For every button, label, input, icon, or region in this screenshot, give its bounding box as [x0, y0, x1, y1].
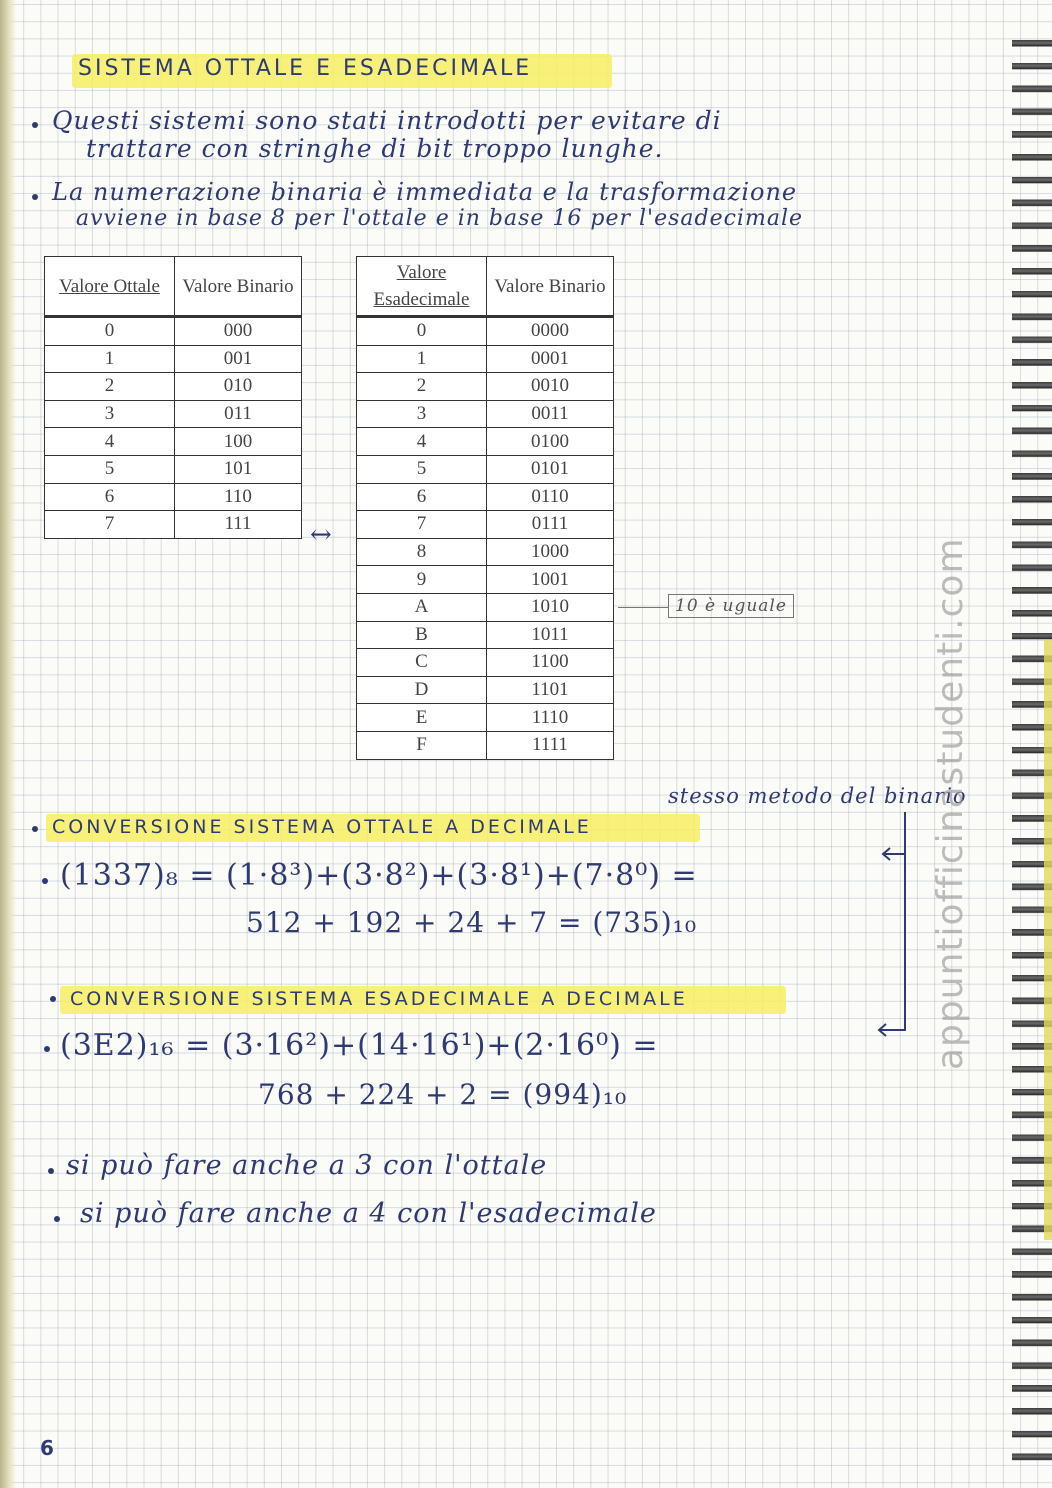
octal-row — [45, 345, 302, 373]
hex-value-cell: D — [357, 676, 487, 704]
bullet-dot — [44, 1046, 50, 1052]
hex-row — [357, 373, 614, 401]
octal-row — [45, 373, 302, 401]
octal-value-cell: 7 — [45, 511, 175, 539]
hex-binary-cell: 1011 — [487, 621, 614, 649]
bracket-arrow-icon — [870, 808, 920, 1038]
note-1: si può fare anche a 3 con l'ottale — [66, 1150, 548, 1181]
hex-binary-cell: 0011 — [487, 400, 614, 428]
hex-binary-cell: 0111 — [487, 511, 614, 539]
hex-row — [357, 731, 614, 759]
octal-row — [45, 400, 302, 428]
hex-binary-cell: 0110 — [487, 483, 614, 511]
octal-value-cell: 3 — [45, 400, 175, 428]
octal-row — [45, 455, 302, 483]
hex-value-cell: B — [357, 621, 487, 649]
hex-row — [357, 317, 614, 346]
hex-value-cell: 6 — [357, 483, 487, 511]
octal-row — [45, 483, 302, 511]
hex-binary-cell: 0000 — [487, 317, 614, 346]
hex-binary-cell: 1111 — [487, 731, 614, 759]
octal-row — [45, 317, 302, 346]
section2-heading: CONVERSIONE SISTEMA ESADECIMALE A DECIMALE — [70, 988, 688, 1010]
hex-value-cell: 9 — [357, 566, 487, 594]
octal-binary-cell: 110 — [175, 483, 302, 511]
hex-row — [357, 704, 614, 732]
hex-row — [357, 566, 614, 594]
bullet-dot — [50, 996, 56, 1002]
octal-binary-cell: 101 — [175, 455, 302, 483]
octal-table-header-row — [45, 257, 302, 317]
double-arrow-icon: ↔ — [310, 520, 333, 550]
intro-line-4: avviene in base 8 per l'ottale e in base 16 per l'esadecimale — [76, 206, 804, 231]
hex-row — [357, 538, 614, 566]
hex-binary-cell: 0001 — [487, 345, 614, 373]
hex-binary-cell: 0010 — [487, 373, 614, 401]
hex-value-cell: E — [357, 704, 487, 732]
hex-row — [357, 428, 614, 456]
octal-row — [45, 428, 302, 456]
hex-binary-cell: 1100 — [487, 649, 614, 677]
hex-value-cell: F — [357, 731, 487, 759]
section1-heading: CONVERSIONE SISTEMA OTTALE A DECIMALE — [52, 816, 592, 838]
page-title: SISTEMA OTTALE E ESADECIMALE — [78, 56, 533, 81]
bullet-dot — [32, 122, 38, 128]
hex-value-cell: 7 — [357, 511, 487, 539]
hex-binary-cell: 1000 — [487, 538, 614, 566]
hex-value-cell: C — [357, 649, 487, 677]
hex-binary-cell: 1010 — [487, 593, 614, 621]
section2-equation-1: (3E2)₁₆ = (3·16²)+(14·16¹)+(2·16⁰) = — [60, 1028, 659, 1063]
hex-row — [357, 483, 614, 511]
octal-value-cell: 1 — [45, 345, 175, 373]
octal-table — [44, 256, 302, 539]
hex-row — [357, 621, 614, 649]
octal-binary-cell: 000 — [175, 317, 302, 346]
side-note: 10 è uguale — [668, 594, 794, 618]
hex-row — [357, 676, 614, 704]
bullet-dot — [32, 194, 38, 200]
section1-equation-2: 512 + 192 + 24 + 7 = (735)₁₀ — [246, 906, 698, 939]
bullet-dot — [42, 878, 48, 884]
hex-value-cell: 1 — [357, 345, 487, 373]
octal-value-cell: 6 — [45, 483, 175, 511]
octal-binary-cell: 100 — [175, 428, 302, 456]
hex-header-value — [357, 257, 487, 317]
hex-value-cell: 2 — [357, 373, 487, 401]
hex-value-cell: A — [357, 593, 487, 621]
intro-line-1: Questi sistemi sono stati introdotti per evitare di — [52, 106, 722, 135]
hex-value-cell: 5 — [357, 455, 487, 483]
hex-row — [357, 455, 614, 483]
bullet-dot — [32, 826, 38, 832]
hex-binary-cell: 1101 — [487, 676, 614, 704]
octal-header-value — [45, 257, 175, 317]
method-note: stesso metodo del binario — [668, 784, 967, 808]
hex-row — [357, 593, 614, 621]
octal-value-cell: 2 — [45, 373, 175, 401]
octal-value-cell: 5 — [45, 455, 175, 483]
note-2: si può fare anche a 4 con l'esadecimale — [80, 1198, 657, 1229]
hex-value-cell: 0 — [357, 317, 487, 346]
hex-header-label: Valore Esadecimale — [373, 262, 470, 310]
intro-line-2: trattare con stringhe di bit troppo lunghe. — [86, 134, 664, 163]
hex-row — [357, 400, 614, 428]
side-note-line — [618, 607, 668, 608]
octal-value-cell: 0 — [45, 317, 175, 346]
octal-header-label: Valore Ottale — [59, 275, 160, 297]
octal-binary-cell: 001 — [175, 345, 302, 373]
hex-binary-cell: 1001 — [487, 566, 614, 594]
page-number: 6 — [40, 1436, 54, 1460]
hex-row — [357, 345, 614, 373]
page-left-edge — [0, 0, 16, 1488]
hex-value-cell: 3 — [357, 400, 487, 428]
hex-binary-cell: 0100 — [487, 428, 614, 456]
watermark: appuntiofficinastudenti.com — [930, 537, 971, 1070]
octal-row — [45, 511, 302, 539]
octal-binary-cell: 011 — [175, 400, 302, 428]
spiral-binding-tint — [1044, 640, 1052, 1240]
section2-equation-2: 768 + 224 + 2 = (994)₁₀ — [258, 1078, 628, 1111]
hex-row — [357, 649, 614, 677]
octal-value-cell: 4 — [45, 428, 175, 456]
hex-header-binary: Valore Binario — [487, 257, 614, 317]
hex-binary-cell: 0101 — [487, 455, 614, 483]
intro-line-3: La numerazione binaria è immediata e la trasformazione — [52, 178, 798, 206]
bullet-dot — [48, 1168, 54, 1174]
octal-binary-cell: 010 — [175, 373, 302, 401]
octal-binary-cell: 111 — [175, 511, 302, 539]
hex-row — [357, 511, 614, 539]
hex-value-cell: 4 — [357, 428, 487, 456]
hex-table — [356, 256, 614, 760]
bullet-dot — [54, 1216, 60, 1222]
hex-binary-cell: 1110 — [487, 704, 614, 732]
hex-value-cell: 8 — [357, 538, 487, 566]
hex-table-header-row — [357, 257, 614, 317]
octal-header-binary: Valore Binario — [175, 257, 302, 317]
section1-equation-1: (1337)₈ = (1·8³)+(3·8²)+(3·8¹)+(7·8⁰) = — [60, 858, 698, 893]
